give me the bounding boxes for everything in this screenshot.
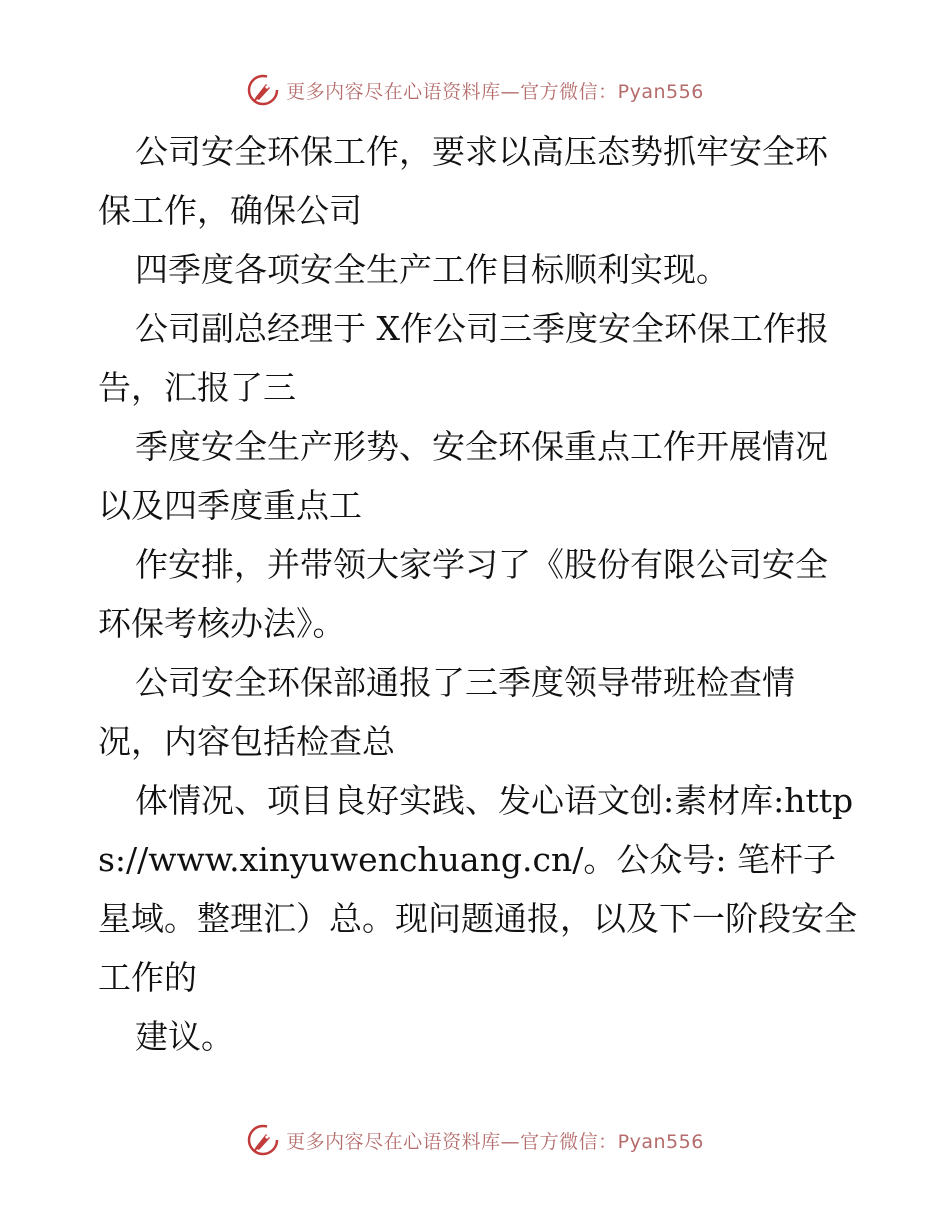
header-watermark-text: 更多内容尽在心语资料库—官方微信：Pyan556 xyxy=(286,80,704,103)
paragraph: 季度安全生产形势、安全环保重点工作开展情况以及四季度重点工 xyxy=(98,427,828,525)
document-body xyxy=(98,122,858,1066)
paragraph: 作安排，并带领大家学习了《股份有限公司安全环保考核办法》。 xyxy=(98,545,828,643)
paragraph: 公司安全环保部通报了三季度领导带班检查情况，内容包括检查总 xyxy=(98,663,795,761)
paragraph: 公司副总经理于 X作公司三季度安全环保工作报告，汇报了三 xyxy=(98,309,829,407)
paragraph: 体情况、项目良好实践、发心语文创:素材库:https://www.xinyuwenchuang.cn/。公众号: 笔杆子星域。整理汇）总。现问题通报，以及下一阶段安全工作的 xyxy=(98,781,857,997)
pen-nib-logo-icon xyxy=(246,1123,280,1157)
paragraph: 公司安全环保工作，要求以高压态势抓牢安全环保工作，确保公司 xyxy=(98,132,828,230)
footer-watermark-text: 更多内容尽在心语资料库—官方微信：Pyan556 xyxy=(286,1130,704,1153)
paragraph: 建议。 xyxy=(135,1017,234,1056)
footer-watermark xyxy=(0,1122,950,1158)
header-watermark xyxy=(0,72,950,108)
pen-nib-logo-icon xyxy=(246,73,280,107)
paragraph: 四季度各项安全生产工作目标顺利实现。 xyxy=(135,250,729,289)
